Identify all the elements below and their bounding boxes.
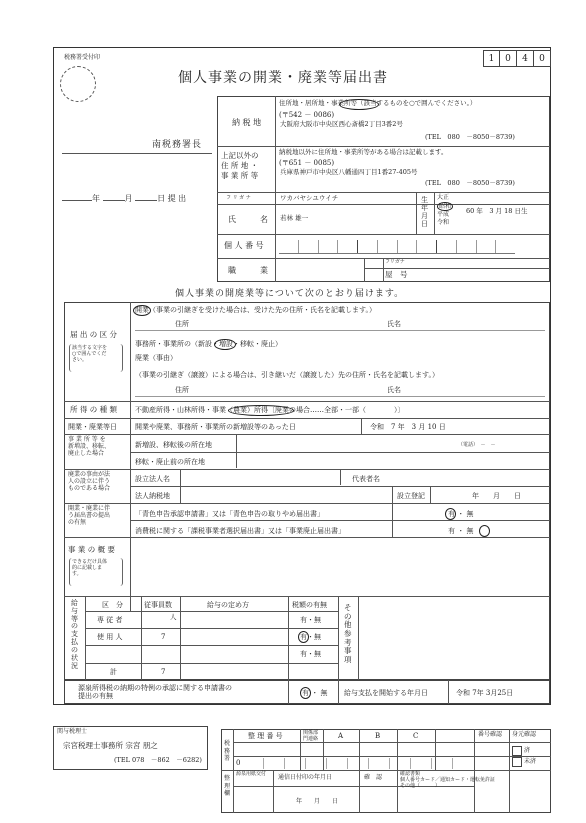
tax-place-options: 住所地・居所地・事業所等（該当するものを○で囲んでください。）: [279, 99, 477, 107]
category-name-label: 氏名: [387, 320, 401, 328]
payroll-other-label: その他参考事項: [344, 603, 352, 664]
overview-label: 事 業 の 概 要: [68, 545, 116, 554]
office-use-header: 関係部門連絡: [303, 730, 319, 742]
mynumber-cells[interactable]: [279, 240, 515, 254]
category-addr-label-2: 住所: [175, 386, 189, 394]
office-use-header: B: [375, 732, 381, 740]
income-circle: [228, 405, 294, 416]
filing-row1-circle: [445, 508, 456, 520]
mynumber-label: 個 人 番 号: [224, 241, 264, 250]
name-label: 氏 名: [228, 215, 268, 224]
stamp-label: 税務署受付印: [64, 54, 101, 61]
filing-label: 開業・廃業に伴 う届出書の提出 の有無: [68, 505, 111, 526]
submit-year: 年: [92, 194, 100, 203]
move-new: 新増設、移転後の所在地: [135, 441, 212, 449]
category-label: 届 出 の 区 分: [70, 330, 118, 339]
page-title: 個人事業の開業・廃業等届出書: [178, 70, 388, 86]
payroll-count: 7: [161, 668, 166, 676]
office-use-check[interactable]: [512, 756, 536, 767]
birth-era-selected: 昭和: [439, 202, 452, 210]
date-row-text: 開業や廃業、事務所・事業所の新増設等のあった日: [135, 423, 296, 431]
intro-text: 個人事業の開廃業等について次のとおり届けます。: [175, 289, 405, 299]
birth-label: 生年月日: [421, 196, 428, 229]
birth-era: 平成: [437, 211, 450, 218]
filing-row2-value[interactable]: 有 ・ 無: [448, 527, 474, 535]
withholding-value[interactable]: 有 ・ 無: [302, 689, 328, 697]
tax-place-tel: (TEL 080 －8050－8739): [425, 133, 515, 141]
corp-rep-label: 代表者名: [352, 475, 380, 483]
other-place-postal: (〒651 － 0085): [279, 159, 335, 167]
income-value: 不動産所得・山林所得・事業（農業）所得〔廃業の場合……全部・一部（ ）〕: [135, 406, 405, 414]
payroll-tax: 有・無: [300, 633, 321, 641]
other-place-label: 上記以外の 住 所 地 ・ 事 業 所 等: [221, 151, 259, 180]
office-use-header: 整 理 番 号: [248, 732, 283, 740]
birth-value: 60 年 3 月 18 日生: [466, 207, 528, 215]
submit-day: 日 提 出: [157, 194, 187, 203]
category-new-circle: [214, 339, 236, 350]
birth-eras: [437, 194, 453, 226]
office-use-date: 年 月 日: [296, 798, 339, 805]
birth-era: 大正: [437, 194, 450, 201]
check-pending-box[interactable]: [512, 757, 522, 767]
doc-number-digit: 0: [534, 50, 551, 67]
payroll-tax: 有・無: [300, 616, 321, 624]
move-old: 移転・廃止前の所在地: [135, 458, 205, 466]
category-line3: 廃業（事由）: [135, 354, 177, 362]
move-tel: （電話） － －: [458, 442, 496, 448]
doc-number-digit: 0: [500, 50, 517, 67]
check-pending-label: 未済: [524, 758, 537, 765]
withholding-start-value: 令和 7年 3月25日: [456, 689, 514, 697]
payroll-tax: 有・無: [300, 650, 321, 658]
office-use-header: 身元確認: [512, 731, 537, 738]
doc-number: [483, 50, 551, 67]
office-use-side1: 税務署: [224, 740, 231, 762]
filing-row2: 消費税に関する「課税事業者選択届出書」又は「事業廃止届出書」: [135, 527, 345, 535]
tax-place-label: 納 税 地: [232, 118, 262, 127]
furigana-value: ワカバヤシユウイチ: [280, 194, 339, 202]
office-use-header: C: [413, 732, 419, 740]
submit-date: [62, 193, 214, 204]
shop-label: 屋 号: [385, 270, 408, 279]
payroll-count: 7: [161, 633, 166, 641]
category-open-circle: [133, 305, 151, 316]
office-use-row3: 確 認: [364, 774, 383, 781]
furigana-label: フ リ ガ ナ: [226, 195, 251, 201]
office-use-row3: 確認書類 個人番号カード／通知カード・運転免許証 その他（ ）: [400, 771, 496, 789]
office-name: 南税務署長: [152, 140, 203, 150]
other-place-address: 兵庫県神戸市中央区八幡通四丁目1番27-405号: [280, 168, 418, 176]
other-place-tel: (TEL 080 －8050－8739): [425, 179, 515, 187]
payroll-header: 従事員数: [144, 601, 172, 609]
payroll-kind: 計: [110, 668, 117, 676]
category-line1: 開業（事業の引継ぎを受けた場合は、受けた先の住所・氏名を記載します。）: [135, 306, 376, 314]
corp-reg-date: 年 月 日: [472, 492, 521, 500]
date-row-label: 開業・廃業等日: [68, 423, 117, 431]
tax-place-circle: [339, 99, 379, 110]
job-label: 職 業: [228, 266, 268, 275]
payroll-header: 給与の定め方: [207, 601, 249, 609]
payroll-kind: 使 用 人: [97, 633, 123, 641]
category-name-label-2: 氏名: [387, 386, 401, 394]
office-use-row3: 源泉用紙交付: [236, 771, 267, 777]
birth-era: 令和: [437, 218, 450, 226]
corp-label: 廃業の事由が法 人の設立に伴う ものである場合: [68, 471, 111, 492]
category-line2: 事務所・事業所の（新設・増設・移転・廃止）: [135, 340, 282, 348]
payroll-tax-circle: [298, 631, 309, 643]
payroll-label: 給与等の支払の状況: [71, 599, 78, 670]
filing-row1: 「青色申告承認申請書」又は「青色申告の取りやめ届出書」: [135, 510, 324, 518]
date-row-value: 令和 7 年 3 月 10 日: [370, 423, 446, 431]
corp-name-label: 設立法人名: [135, 475, 170, 483]
office-use-row2-a: 0: [236, 759, 241, 767]
accountant-value: 宗宮税理士事務所 宗宮 朋之: [63, 741, 158, 750]
corp-reg-label: 設立登記: [397, 492, 425, 500]
withholding-label: 源泉所得税の納期の特例の承認に関する申請書の 提出の有無: [78, 684, 232, 701]
move-label: 事 業 所 等 を 新増設、移転、 廃止した場合: [68, 436, 111, 457]
withholding-start-label: 給与支払を開始する年月日: [344, 689, 428, 697]
office-use-header: A: [338, 732, 344, 740]
name-value: 若林 雄一: [280, 214, 309, 222]
accountant-tel: (TEL 078 －862 －6282): [114, 756, 202, 764]
payroll-header: 税額の有無: [292, 601, 327, 609]
filing-row2-circle: [479, 525, 490, 537]
job-furigana: フリガナ: [385, 259, 405, 265]
accountant-label: 関与税理士: [57, 728, 88, 735]
tax-place-address: 大阪府大阪市中央区西心斎橋2丁目3番2号: [280, 120, 403, 128]
category-hint: 該当する文字を ○で囲んでくだ さい。: [72, 345, 108, 363]
income-label: 所 得 の 種 類: [70, 405, 118, 414]
payroll-header: 区 分: [102, 601, 123, 609]
payroll-kind: 専 従 者: [97, 616, 123, 624]
other-place-note: 納税地以外に住所地・事業所等がある場合は記載します。: [279, 148, 448, 156]
category-line4: （事業の引継ぎ（譲渡）による場合は、引き継いだ（譲渡した）先の住所・氏名を記載します。）: [135, 371, 439, 379]
payroll-count: 人: [170, 613, 177, 621]
corp-addr-label: 法人納税地: [135, 492, 170, 500]
office-use-side2: 整理欄: [224, 775, 231, 797]
withholding-circle: [300, 687, 311, 699]
check-done-box[interactable]: [512, 746, 522, 756]
submit-month: 月: [124, 194, 133, 203]
office-use-row3: 通信日付印の年月日: [278, 774, 333, 781]
overview-hint: できるだけ具体 的に記載しま す。: [72, 559, 108, 577]
doc-number-digit: 4: [517, 50, 534, 67]
filing-row1-value[interactable]: 有 ・ 無: [448, 510, 474, 518]
check-done-label: 済: [524, 747, 531, 754]
doc-number-digit: 1: [483, 50, 500, 67]
office-use-check[interactable]: [512, 745, 530, 756]
office-use-header: 番号確認: [478, 731, 503, 738]
office-use-row2-cells: [243, 758, 473, 769]
category-addr-label: 住所: [175, 320, 189, 328]
tax-place-postal: (〒542 － 0086): [279, 111, 335, 119]
